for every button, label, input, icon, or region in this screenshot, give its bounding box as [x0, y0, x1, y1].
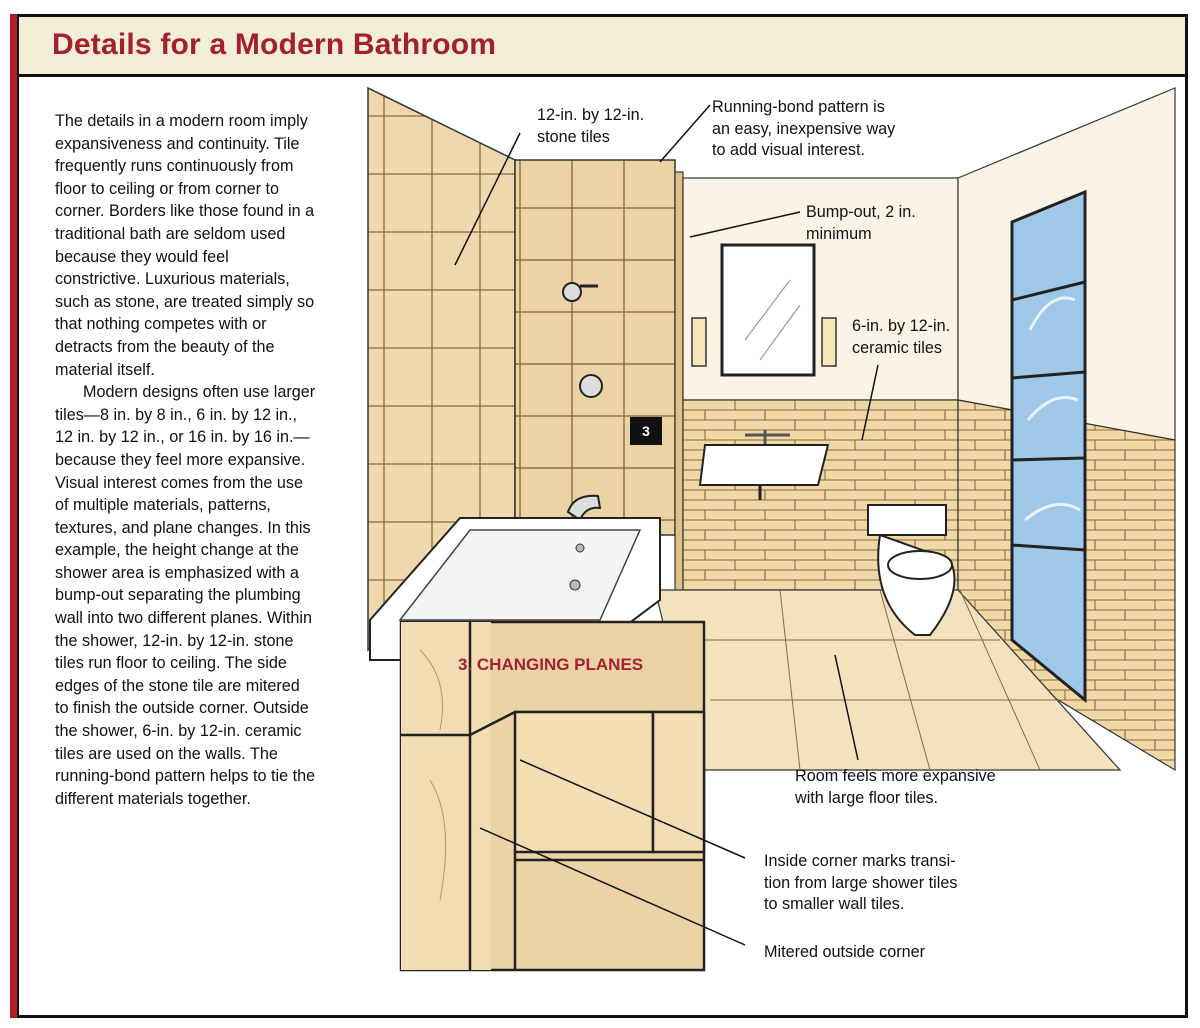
red-accent-bar — [10, 14, 19, 1018]
callout-stone-tiles: 12-in. by 12-in. stone tiles — [537, 106, 645, 146]
window — [1012, 192, 1085, 700]
bathroom-illustration — [360, 82, 1180, 982]
bump-out — [675, 172, 683, 592]
shower-valve — [580, 375, 602, 397]
inset-title: 3. CHANGING PLANES — [458, 655, 644, 674]
callout-floor-tiles: Room feels more expansive with large floor tiles. — [795, 767, 996, 807]
body-paragraph-2: Modern designs often use larger tiles—8 in. by 8 in., 6 in. by 12 in., 12 in. by 12 in., or 16 in. by 16 in.—because they feel more expansive. Visual interest comes from the use of multiple materials, patterns, textures, and plane changes. In this example, the height change at the shower area is emphasized with a bump-out separating the plumbing wall into two different planes. Within the shower, 12-in. by 12-in. stone tiles run floor to ceiling. The side edges of the stone tile are mitered to finish the outside corner. Outside the shower, 6-in. by 12-in. ceramic tiles are used on the walls. The running-bond pattern helps to tie the different materials together. — [55, 383, 316, 808]
body-paragraph-1: The details in a modern room imply expansiveness and continuity. Tile frequently runs continuously from floor to ceiling or from corner to corner. Borders like those found in a traditional bath are seldom used because they would feel constrictive. Luxurious materials, such as stone, are treated simply so that nothing competes with or detracts from the beauty of the material itself. — [55, 112, 315, 379]
callout-mitered-corner: Mitered outside corner — [764, 943, 926, 961]
callout-ceramic-tiles: 6-in. by 12-in. ceramic tiles — [852, 317, 951, 357]
mirror — [722, 245, 814, 375]
detail-badge: 3 — [630, 417, 662, 445]
right-sconce — [822, 318, 836, 366]
callout-bump-out: Bump-out, 2 in. minimum — [806, 203, 916, 243]
body-text — [55, 110, 317, 810]
page-title: Details for a Modern Bathroom — [52, 28, 497, 61]
callout-inside-corner: Inside corner marks transi- tion from large shower tiles to smaller wall tiles. — [764, 852, 958, 913]
shower-wall-stone-tiles — [515, 160, 675, 535]
left-sconce — [692, 318, 706, 366]
callout-running-bond: Running-bond pattern is an easy, inexpensive way to add visual interest. — [712, 98, 896, 159]
